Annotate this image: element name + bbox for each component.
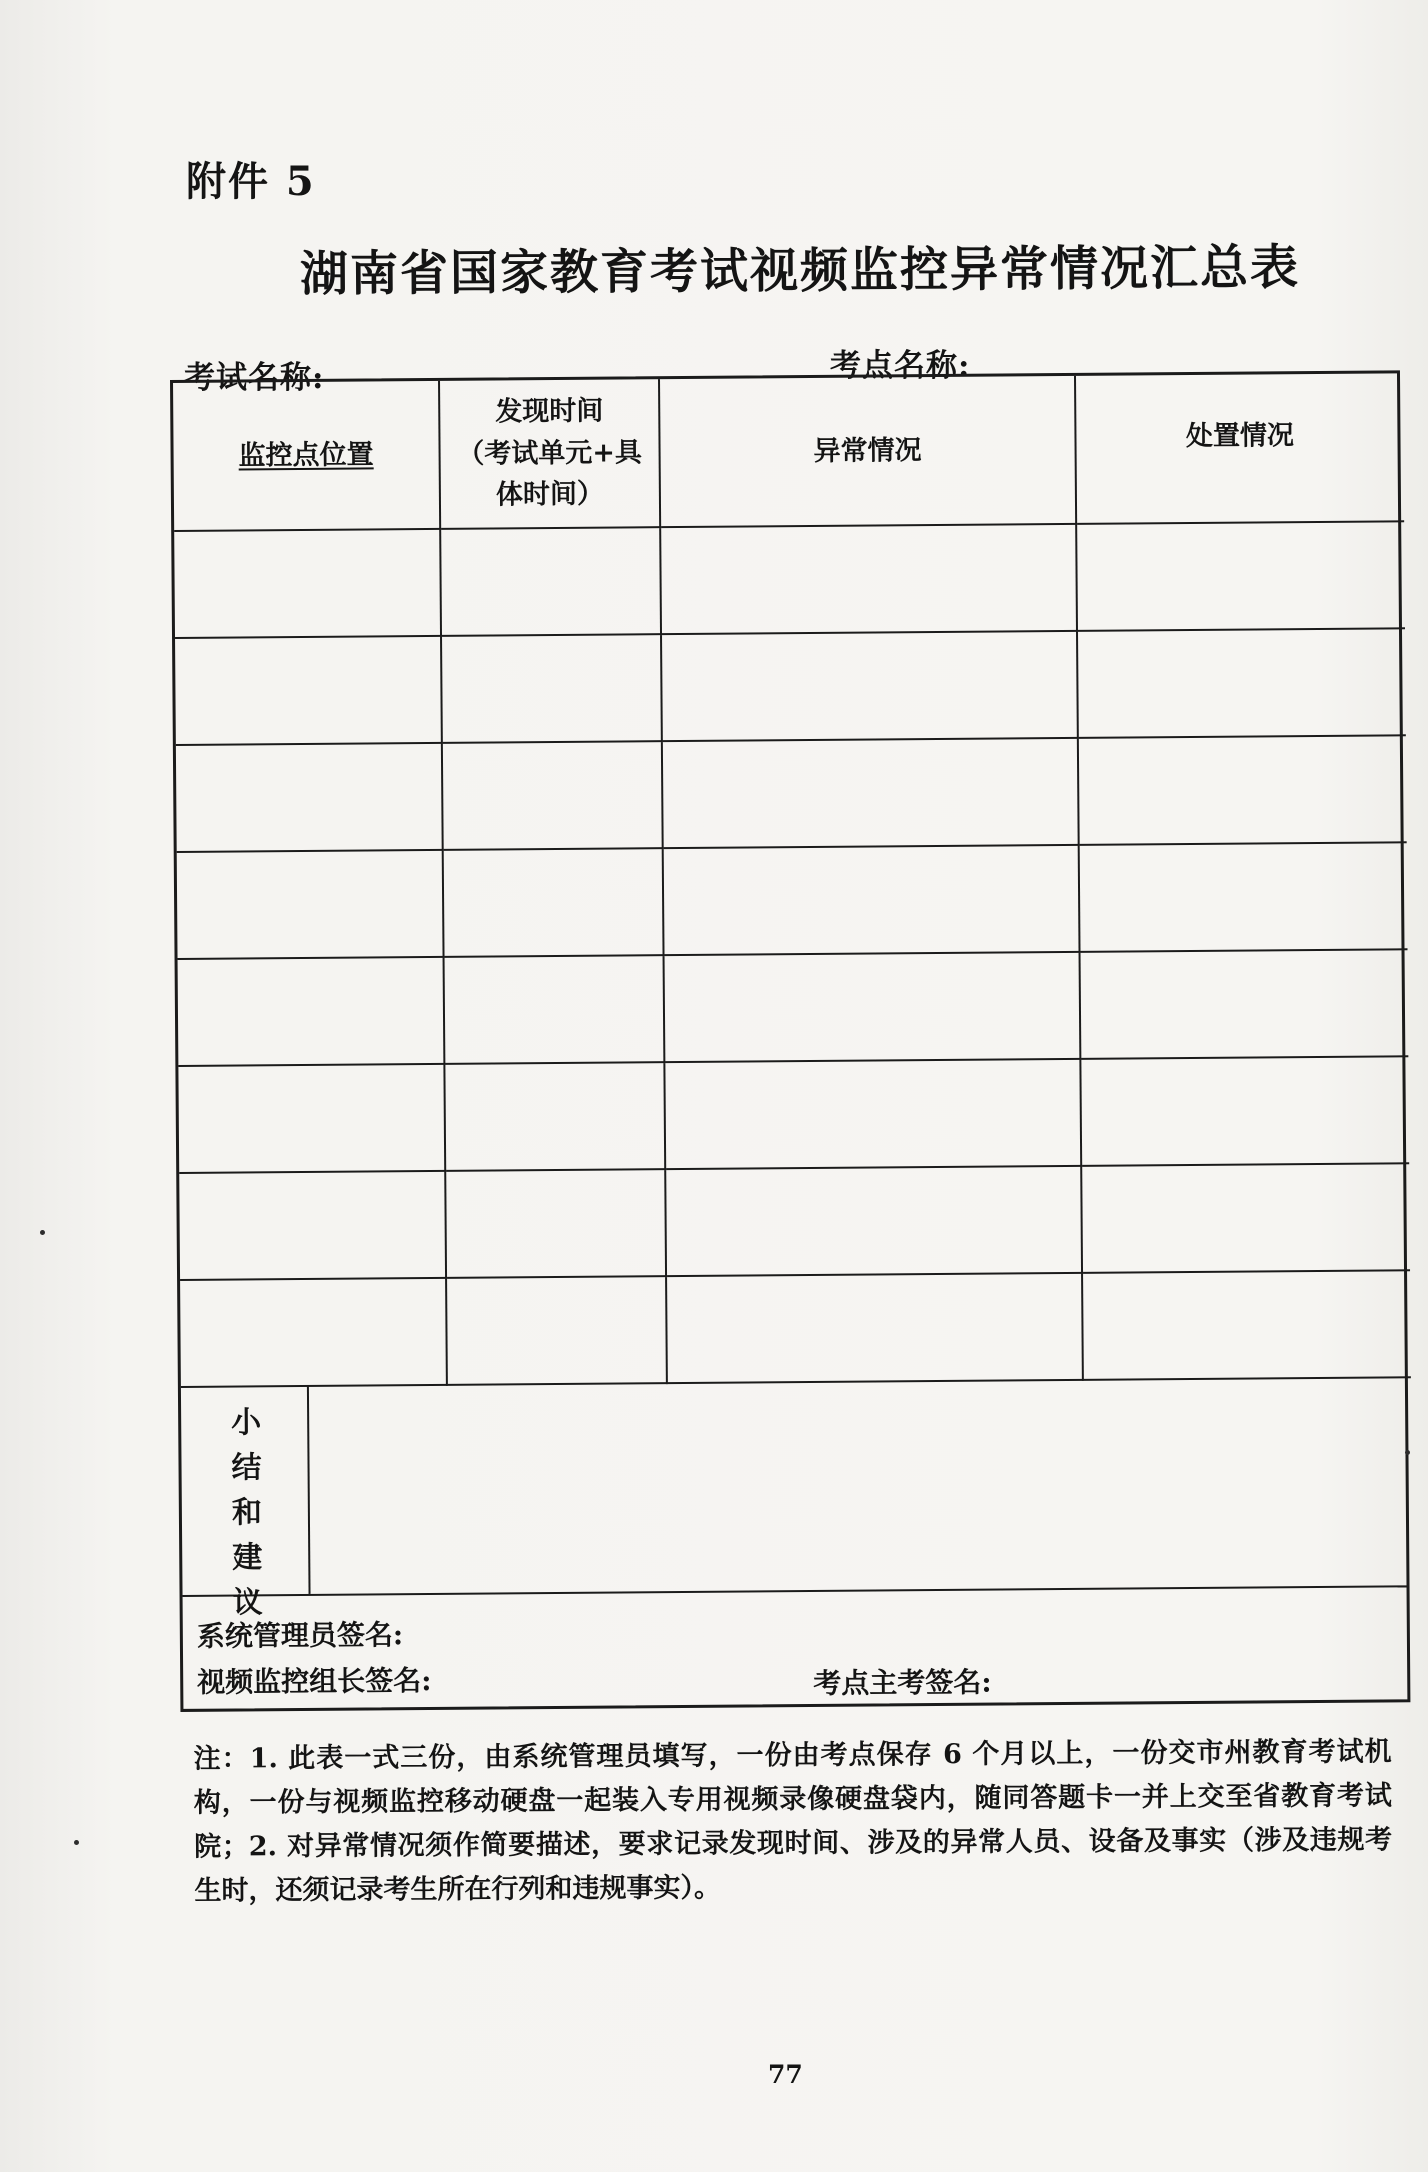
location-cell[interactable] xyxy=(174,529,441,638)
abnormal-cell[interactable] xyxy=(661,631,1078,741)
footnote: 注：1. 此表一式三份，由系统管理员填写，一份由考点保存 6 个月以上，一份交市州教育考试机构，一份与视频监控移动硬盘一起装入专用视频录像硬盘袋内，随同答题卡一并上交至省教育考试院；2. 对异常情况须作简要描述，要求记录发现时间、涉及的异常人员、设备及事实（涉及违规考生时，还须记录考生所在行列和违规事实）。 xyxy=(193,1736,1393,1907)
header-handling-label: 处置情况 xyxy=(1185,419,1295,452)
header-time-line-1: 发现时间 xyxy=(495,395,604,428)
abnormal-cell[interactable] xyxy=(666,1273,1083,1383)
header-discovery-time xyxy=(439,379,660,529)
table-row xyxy=(175,628,1406,745)
table-row xyxy=(178,1056,1409,1173)
time-cell[interactable] xyxy=(443,848,664,957)
summary-char: 建 xyxy=(232,1540,263,1576)
table-row xyxy=(178,949,1409,1066)
table-row xyxy=(177,842,1408,959)
time-cell[interactable] xyxy=(442,741,663,850)
table-row xyxy=(180,1270,1411,1387)
header-location xyxy=(173,381,440,531)
summary-input-area[interactable] xyxy=(309,1377,1407,1594)
edge-dot xyxy=(40,1230,45,1235)
exam-site-name-label: 考点名称: xyxy=(830,348,971,384)
admin-signature-label: 系统管理员签名: xyxy=(196,1618,404,1653)
abnormal-cell[interactable] xyxy=(662,738,1079,848)
header-handling xyxy=(1075,373,1404,524)
handling-cell[interactable] xyxy=(1079,842,1408,952)
signature-section xyxy=(183,1587,1408,1715)
location-cell[interactable] xyxy=(179,1171,446,1280)
exam-name-label: 考试名称: xyxy=(184,360,325,396)
handling-cell[interactable] xyxy=(1082,1270,1411,1380)
header-time-line-3: 体时间） xyxy=(495,479,605,511)
time-cell[interactable] xyxy=(441,634,662,743)
abnormal-cell[interactable] xyxy=(664,952,1081,1062)
handling-cell[interactable] xyxy=(1078,735,1407,845)
summary-char: 小 xyxy=(231,1405,262,1441)
summary-label xyxy=(231,1400,263,1625)
attachment-label: 附件 5 xyxy=(186,158,316,205)
header-abnormal xyxy=(659,376,1076,527)
table-row xyxy=(176,735,1407,852)
summary-section xyxy=(181,1377,1407,1621)
handling-cell[interactable] xyxy=(1081,1163,1410,1273)
summary-form xyxy=(170,370,1410,1712)
table-header-row xyxy=(173,373,1404,531)
handling-cell[interactable] xyxy=(1080,1056,1409,1166)
table-row xyxy=(174,521,1405,638)
time-cell[interactable] xyxy=(446,1276,667,1385)
summary-char: 和 xyxy=(231,1495,263,1531)
header-location-label: 监控点位置 xyxy=(238,438,374,472)
edge-dot xyxy=(74,1840,79,1845)
location-cell[interactable] xyxy=(175,636,442,745)
summary-char: 结 xyxy=(231,1450,262,1486)
header-time-line-2: （考试单元+具 xyxy=(457,436,643,470)
page-number: 77 xyxy=(768,2060,803,2089)
location-cell[interactable] xyxy=(178,957,445,1066)
edge-dot xyxy=(1405,1450,1410,1455)
abnormal-cell[interactable] xyxy=(660,524,1077,634)
document-title: 湖南省国家教育考试视频监控异常情况汇总表 xyxy=(299,239,1301,303)
location-cell[interactable] xyxy=(180,1278,447,1387)
time-cell[interactable] xyxy=(444,1062,665,1171)
handling-cell[interactable] xyxy=(1080,949,1409,1059)
abnormal-cell[interactable] xyxy=(663,845,1080,955)
location-cell[interactable] xyxy=(176,743,443,852)
time-cell[interactable] xyxy=(445,1169,666,1278)
summary-label-cell xyxy=(181,1386,311,1621)
monitor-leader-signature-label: 视频监控组长签名: xyxy=(197,1663,432,1699)
location-cell[interactable] xyxy=(177,850,444,959)
abnormal-cell[interactable] xyxy=(664,1059,1081,1169)
incident-table xyxy=(173,373,1411,1388)
header-abnormal-label: 异常情况 xyxy=(813,434,922,467)
location-cell[interactable] xyxy=(178,1064,445,1173)
summary-char: 议 xyxy=(232,1585,263,1621)
handling-cell[interactable] xyxy=(1077,628,1406,738)
time-cell[interactable] xyxy=(440,527,661,636)
abnormal-cell[interactable] xyxy=(665,1166,1082,1276)
table-row xyxy=(179,1163,1410,1280)
time-cell[interactable] xyxy=(444,955,665,1064)
handling-cell[interactable] xyxy=(1076,521,1405,631)
chief-examiner-signature-label: 考点主考签名: xyxy=(813,1665,992,1700)
